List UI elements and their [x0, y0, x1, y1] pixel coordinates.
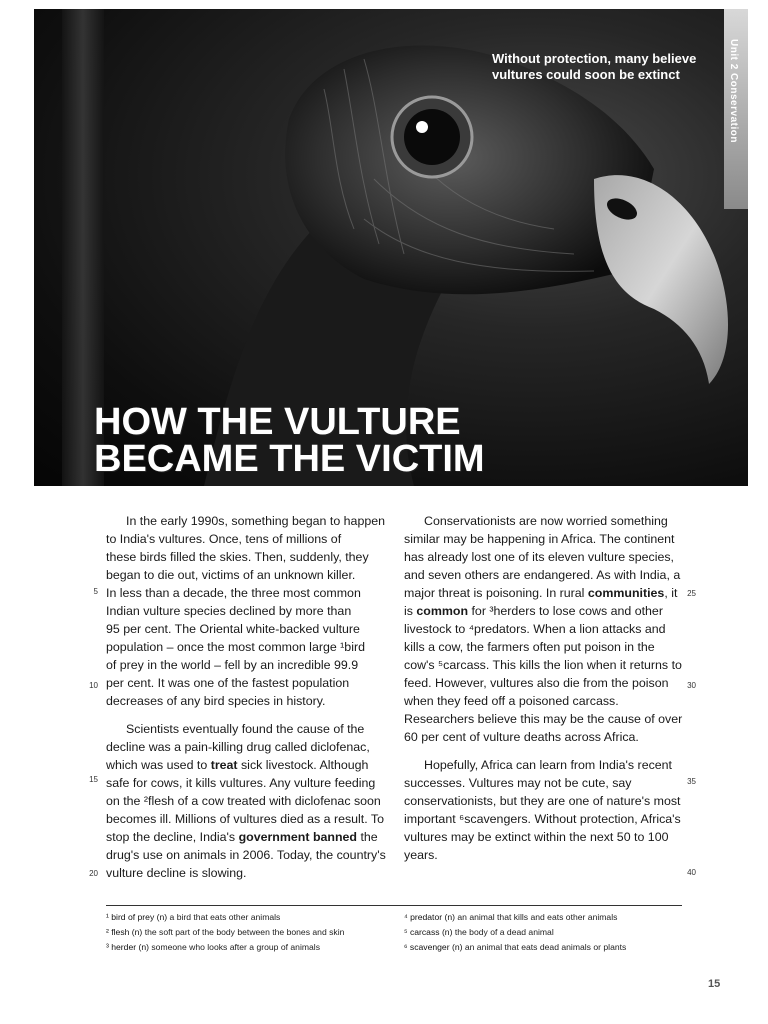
article-right-column	[404, 512, 684, 874]
footnote-3	[106, 940, 320, 954]
footnote-definition: the soft part of the body between the bones and skin	[144, 927, 345, 937]
footnote-divider	[106, 905, 682, 906]
side-tab-label: Unit 2 Conservation	[728, 39, 739, 143]
paragraph-2	[106, 720, 386, 882]
paragraph-3	[404, 512, 684, 746]
line: population – once the most common large ¹bird	[106, 640, 365, 654]
footnote-definition: the body of a dead animal	[454, 927, 554, 937]
footnote-term: ² flesh (n)	[106, 927, 143, 937]
line: Indian vulture species declined by more than	[106, 604, 352, 618]
line-number-20: 20	[89, 869, 98, 878]
headline-line-1: HOW THE VULTURE	[94, 401, 461, 443]
footnote-6	[404, 940, 626, 954]
footnote-definition: a bird that eats other animals	[169, 912, 281, 922]
footnote-definition: an animal that eats dead animals or plants	[464, 942, 627, 952]
footnote-term: ¹ bird of prey (n)	[106, 912, 168, 922]
line: to India's vultures. Once, tens of millions of	[106, 532, 342, 546]
footnote-definition: an animal that kills and eats other animals	[457, 912, 618, 922]
paragraph-4: Hopefully, Africa can learn from India's recent successes. Vultures may not be cute, say conservationists, but they are one of nature's most important ⁶scavengers. Without protection, Africa's vultures may be extinct within the next 50 to 100 years.	[404, 758, 681, 862]
line-number-15: 15	[89, 775, 98, 784]
vocab-banned: banned	[312, 830, 357, 844]
page-number: 15	[708, 978, 721, 990]
line: In less than a decade, the three most common	[106, 586, 361, 600]
line: these birds filled the skies. Then, suddenly, they	[106, 550, 369, 564]
line: of prey in the world – fell by an incredible 99.9	[106, 658, 359, 672]
line: per cent. It was one of the fastest population	[106, 676, 350, 690]
vocab-common: common	[416, 604, 469, 618]
footnote-5	[404, 925, 554, 939]
text-run: Conservationists are now worried something similar may be happening in Africa. The continent has already lost one of its eleven vulture species, and seven others are endangered. As with India, a major threat is poisoning. In rural	[404, 514, 681, 600]
footnote-definition: someone who looks after a group of animals	[151, 942, 321, 952]
footnote-term: ⁵ carcass (n)	[404, 927, 453, 937]
vocab-treat: treat	[210, 758, 238, 772]
article-left-column	[106, 512, 386, 892]
line-number-30: 30	[687, 681, 696, 690]
text-run: the drug's use on animals in 2006. Today, the country's vulture decline is slowing.	[106, 830, 386, 880]
line: In the early 1990s, something began to happen	[126, 514, 386, 528]
text-run: Scientists eventually found the cause of the decline was a pain-killing drug called diclofenac, which was used to	[106, 722, 370, 772]
unit-side-tab	[724, 9, 748, 209]
line: decreases of any bird species in history.	[106, 694, 326, 708]
text-run: , it is	[404, 586, 678, 618]
line-number-35: 35	[687, 777, 696, 786]
vocab-government: government	[238, 830, 310, 844]
paragraph-1	[106, 512, 386, 710]
line-number-40: 40	[687, 868, 696, 877]
headline-line-2: BECAME THE VICTIM	[94, 438, 485, 480]
footnote-4	[404, 910, 617, 924]
footnote-term: ³ herder (n)	[106, 942, 149, 952]
footnote-term: ⁶ scavenger (n)	[404, 942, 463, 952]
hero-photo	[34, 9, 748, 486]
text-run: sick livestock. Although safe for cows, it kills vultures. Any vulture feeding on the ²flesh of a cow treated with diclofenac soon becomes ill. Millions of vultures died as a result. To stop the decline, India's	[106, 758, 384, 844]
line-number-25: 25	[687, 589, 696, 598]
footnote-2	[106, 925, 344, 939]
line: began to die out, victims of an unknown killer.	[106, 568, 356, 582]
footnote-1	[106, 910, 280, 924]
line-number-5: 5	[93, 587, 98, 596]
line: 95 per cent. The Oriental white-backed vulture	[106, 622, 360, 636]
tagline: Without protection, many believe vultures could soon be extinct	[492, 51, 697, 82]
text-run: for ³herders to lose cows and other livestock to ⁴predators. When a lion attacks and kills a cow, the farmers often put poison in the cow's ⁵carcass. This kills the lion when it returns to feed. However, vultures also die from the poison when they feed off a poisoned carcass. Researchers believe this may be the cause of over 60 per cent of vulture deaths across Africa.	[404, 604, 683, 744]
article-headline	[94, 401, 485, 480]
line-number-10: 10	[89, 681, 98, 690]
footnote-term: ⁴ predator (n)	[404, 912, 455, 922]
vocab-communities: communities	[587, 586, 665, 600]
